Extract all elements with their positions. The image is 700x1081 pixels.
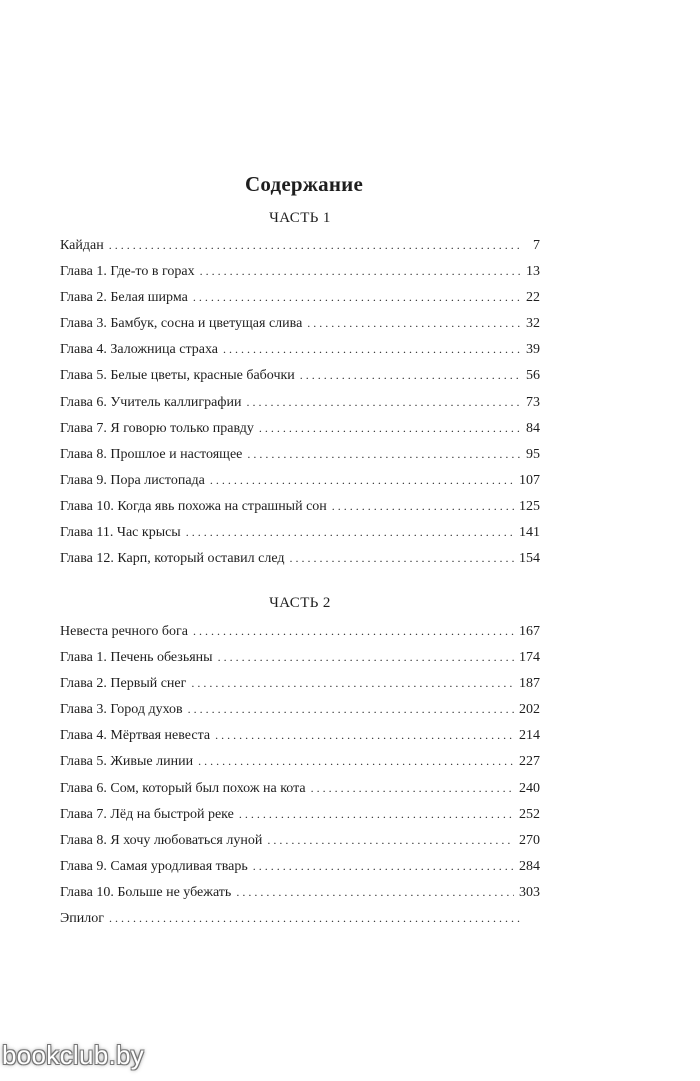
toc-entry-page-number: 95 [526, 446, 540, 462]
dot-leader [236, 879, 514, 905]
dot-leader [246, 389, 521, 415]
dot-leader [200, 258, 521, 284]
toc-entry [60, 415, 540, 441]
toc-entry-title: Глава 2. Первый снег [60, 676, 187, 692]
toc-entry-title: Глава 5. Белые цветы, красные бабочки [60, 368, 295, 384]
toc-entry-title: Глава 8. Я хочу любоваться луной [60, 832, 263, 848]
dot-leader [193, 618, 514, 644]
dot-leader [188, 696, 514, 722]
toc-entry-title: Глава 11. Час крысы [60, 525, 181, 541]
toc-entry-page-number: 187 [519, 676, 540, 692]
toc-entry [60, 336, 540, 362]
dot-leader [307, 310, 521, 336]
toc-entry-title: Глава 4. Заложница страха [60, 342, 218, 358]
toc-entry-page-number: 167 [519, 624, 540, 639]
toc-entry-title: Глава 9. Самая уродливая тварь [60, 858, 248, 874]
toc-entry-title: Глава 2. Белая ширма [60, 290, 188, 306]
toc-entry [60, 232, 540, 258]
toc-entry-page-number: 73 [526, 394, 540, 410]
dot-leader [300, 362, 521, 388]
toc-entry [60, 827, 540, 853]
dot-leader [223, 336, 521, 362]
dot-leader [186, 519, 514, 545]
toc-entry [60, 879, 540, 905]
toc-entry-page-number: 284 [519, 858, 540, 874]
toc-entry-title: Глава 3. Бамбук, сосна и цветущая слива [60, 316, 303, 332]
dot-leader [332, 493, 514, 519]
toc-entry-title: Глава 6. Сом, который был похож на кота [60, 780, 306, 796]
toc-entry-page-number: 7 [533, 238, 540, 253]
dot-leader [191, 670, 514, 696]
toc-entry [60, 284, 540, 310]
toc-entry [60, 493, 540, 519]
toc-entry-page-number: 125 [519, 498, 540, 514]
toc-entry [60, 775, 540, 801]
toc-entry [60, 441, 540, 467]
toc-entry-page-number: 202 [519, 702, 540, 718]
toc-entry-title: Глава 4. Мёртвая невеста [60, 728, 211, 744]
toc-entry-title: Глава 12. Карп, который оставил след [60, 551, 285, 567]
toc-entry-page-number: 56 [526, 368, 540, 384]
toc-entry-title: Невеста речного бога [60, 624, 189, 639]
toc-entry [60, 389, 540, 415]
dot-leader [109, 232, 523, 258]
toc-entry-title: Глава 5. Живые линии [60, 754, 194, 770]
dot-leader [239, 801, 514, 827]
dot-leader [311, 775, 514, 801]
toc-entry [60, 258, 540, 284]
toc-entry-title: Глава 1. Где-то в горах [60, 264, 195, 280]
dot-leader [210, 467, 514, 493]
toc-entry-page-number: 303 [519, 884, 540, 900]
toc-entry-page-number: 84 [526, 420, 540, 436]
dot-leader [215, 722, 514, 748]
toc-entry [60, 801, 540, 827]
toc-entry-page-number: 174 [519, 650, 540, 666]
toc-entry-title: Глава 7. Я говорю только правду [60, 420, 254, 436]
toc-entry-page-number: 214 [519, 728, 540, 744]
toc-entry [60, 748, 540, 774]
toc-entry-title: Глава 10. Когда явь похожа на страшный сон [60, 498, 327, 514]
toc-entry-page-number: 154 [519, 551, 540, 567]
toc-entry-page-number: 32 [526, 316, 540, 332]
dot-leader [259, 415, 521, 441]
part-2-toc-list [60, 618, 540, 931]
toc-entry [60, 644, 540, 670]
toc-entry-title: Эпилог [60, 911, 104, 927]
page-title: Содержание [245, 172, 363, 197]
dot-leader [109, 905, 523, 931]
toc-entry-title: Глава 10. Больше не убежать [60, 884, 232, 900]
toc-entry-page-number: 141 [519, 525, 540, 541]
watermark: bookclub.by [2, 1040, 145, 1070]
toc-entry-page-number: 227 [519, 754, 540, 770]
part-1-heading: ЧАСТЬ 1 [269, 210, 331, 226]
toc-entry [60, 905, 540, 931]
toc-entry [60, 310, 540, 336]
toc-entry [60, 670, 540, 696]
toc-entry-title: Глава 1. Печень обезьяны [60, 650, 213, 666]
toc-entry-title: Кайдан [60, 238, 104, 253]
toc-entry-page-number: 22 [526, 290, 540, 306]
toc-entry-title: Глава 9. Пора листопада [60, 472, 205, 488]
dot-leader [290, 545, 515, 571]
dot-leader [253, 853, 514, 879]
toc-entry-page-number: 240 [519, 780, 540, 796]
dot-leader [247, 441, 521, 467]
part-2-heading: ЧАСТЬ 2 [269, 595, 331, 611]
toc-entry-page-number: 270 [519, 832, 540, 848]
toc-entry [60, 696, 540, 722]
toc-entry [60, 467, 540, 493]
toc-entry-title: Глава 6. Учитель каллиграфии [60, 394, 242, 410]
toc-entry-page-number: 107 [519, 472, 540, 488]
toc-entry-title: Глава 8. Прошлое и настоящее [60, 446, 243, 462]
toc-entry [60, 545, 540, 571]
toc-entry-page-number: 13 [526, 264, 540, 280]
toc-entry [60, 853, 540, 879]
toc-entry-title: Глава 7. Лёд на быстрой реке [60, 806, 234, 822]
dot-leader [193, 284, 521, 310]
dot-leader [198, 748, 514, 774]
toc-entry-title: Глава 3. Город духов [60, 702, 183, 718]
toc-entry [60, 519, 540, 545]
dot-leader [218, 644, 514, 670]
toc-entry-page-number: 252 [519, 806, 540, 822]
dot-leader [267, 827, 514, 853]
toc-entry-page-number: 39 [526, 342, 540, 358]
toc-entry [60, 362, 540, 388]
part-1-toc-list [60, 232, 540, 571]
toc-entry [60, 618, 540, 644]
toc-entry [60, 722, 540, 748]
